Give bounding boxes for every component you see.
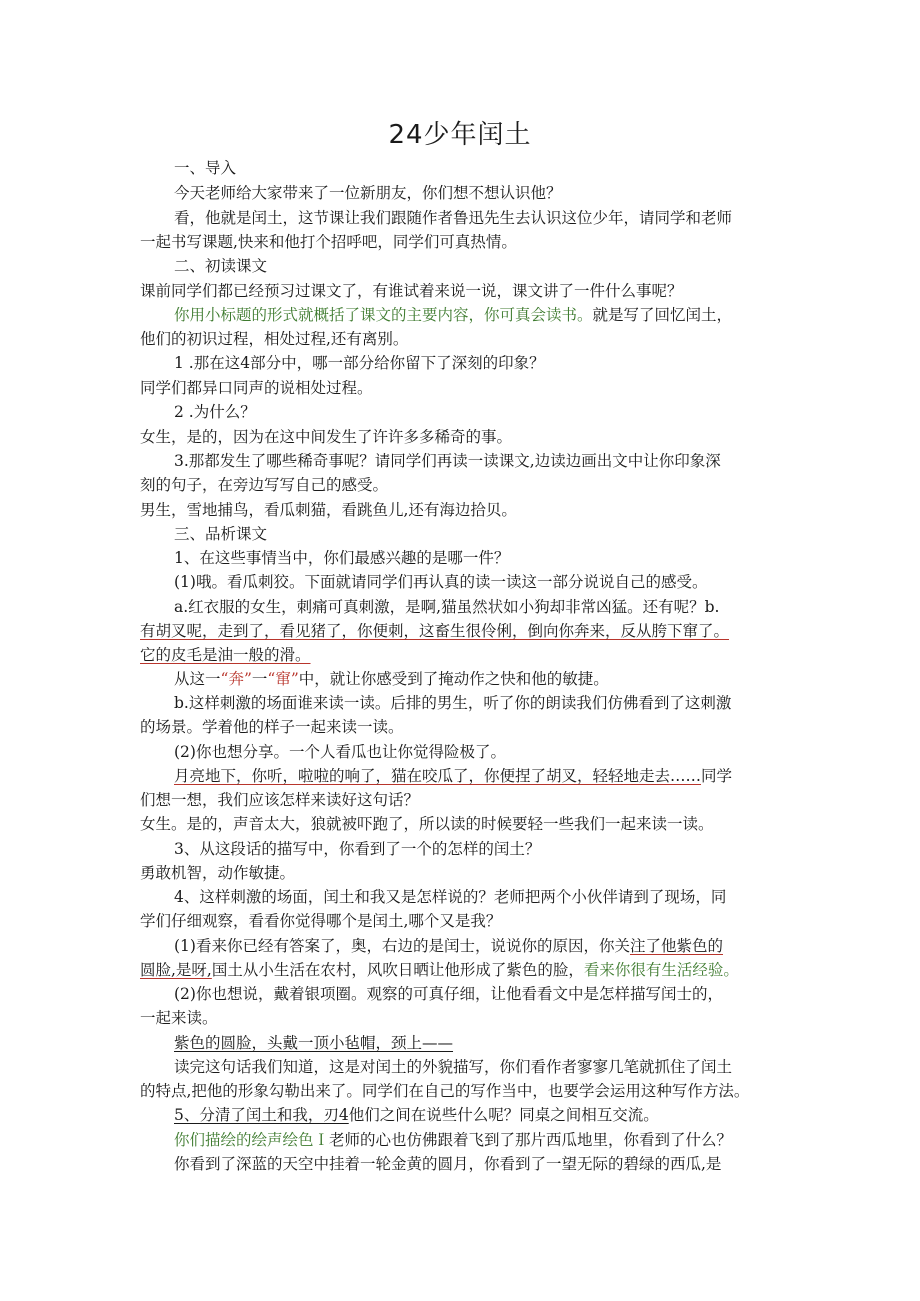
question-line: 1 .那在这4部分中，哪一部分给你留下了深刻的印象？ <box>174 354 545 372</box>
paragraph-line: (2)你也想分享。一个人看瓜也让你觉得险极了。 <box>174 743 506 761</box>
paragraph-line: 你看到了深蓝的天空中挂着一轮金黄的圆月，你看到了一望无际的碧绿的西瓜,是 <box>174 1155 722 1173</box>
paragraph-line <box>174 1104 794 1126</box>
underlined-quote: 注了他紫色的 <box>629 937 723 955</box>
quoted-sentence <box>140 644 790 666</box>
paragraph-line <box>174 304 794 326</box>
answer-line: 同学们都异口同声的说相处过程。 <box>140 379 373 397</box>
paragraph-line: 他们的初识过程，相处过程,还有离别。 <box>140 330 409 348</box>
paragraph-line: 看，他就是闰土，这节课让我们跟随作者鲁迅先生去认识这位少年，请同学和老师 <box>174 209 733 227</box>
answer-line: 女生，是的，因为在这中间发生了许许多多稀奇的事。 <box>140 428 513 446</box>
paragraph-text: 从这一 <box>174 670 221 688</box>
section-heading-first-reading: 二、初读课文 <box>174 257 268 275</box>
teacher-praise-text: 你用小标题的形式就概括了课文的主要内容，你可真会读书。 <box>174 306 593 324</box>
paragraph-line <box>174 765 794 787</box>
underlined-quote: 有胡叉呢，走到了，看见猪了，你便刺，这畜生很伶俐，倒向你奔来，反从胯下窜了。 <box>140 622 730 640</box>
paragraph-line <box>174 935 794 957</box>
paragraph-text: 他们之间在说些什么呢？同桌之间相互交流。 <box>348 1106 659 1124</box>
underlined-quote: 圆脸,是呀, <box>140 961 212 979</box>
paragraph-line: 学们仔细观察，看看你觉得哪个是闰土,哪个又是我？ <box>140 912 502 930</box>
paragraph-text: 中，就让你感受到了掩动作之快和他的敏捷。 <box>298 670 609 688</box>
quoted-sentence <box>174 1032 794 1054</box>
paragraph-text: 老师的心也仿佛跟着飞到了那片西瓜地里，你看到了什么？ <box>329 1131 733 1149</box>
paragraph-line: 3、从这段话的描写中，你看到了一个的怎样的闰土？ <box>174 840 541 858</box>
paragraph-line: 们想一想，我们应该怎样来读好这句话？ <box>140 791 420 809</box>
underlined-quote: 月亮地下，你听，啦啦的响了，猫在咬瓜了，你便捏了胡叉，轻轻地走去…… <box>174 767 702 785</box>
paragraph-line: 一起来读。 <box>140 1009 218 1027</box>
paragraph-text: 一 <box>251 670 268 688</box>
paragraph-line: 的场景。学着他的样子一起来读一读。 <box>140 718 404 736</box>
paragraph-line: (2)你也想说，戴着银项圈。观察的可真仔细，让他看看文中是怎样描写闰士的， <box>174 985 723 1003</box>
paragraph-line: 一起书写课题,快来和他打个招呼吧，同学们可真热情。 <box>140 233 517 251</box>
paragraph-line: 勇敢机智，动作敏捷。 <box>140 864 296 882</box>
teacher-praise-text: 看来你很有生活经验。 <box>583 961 739 979</box>
paragraph-text: (1)看来你已经有答案了，奥，右边的是闰士，说说你的原因，你关 <box>174 937 630 955</box>
teacher-praise-text: 你们描绘的绘声绘色Ｉ <box>174 1131 330 1149</box>
paragraph-line <box>174 668 794 690</box>
underlined-quote: 它的皮毛是油一般的滑。 <box>140 646 311 664</box>
question-line: 3.那都发生了哪些稀奇事呢？请同学们再读一读课文,边读边画出文中让你印象深 <box>174 452 721 470</box>
section-heading-analysis: 三、品析课文 <box>174 525 268 543</box>
paragraph-line: 课前同学们都已经预习过课文了，有谁试着来说一说，课文讲了一件什么事呢？ <box>140 282 683 300</box>
question-line: 2 .为什么？ <box>174 403 256 421</box>
paragraph-line <box>140 959 790 981</box>
paragraph-line: b.这样刺激的场面谁来读一读。后排的男生，听了你的朗读我们仿佛看到了这刺激 <box>174 694 732 712</box>
underlined-quote: 5、分清了闰土和我，刃4 <box>174 1106 349 1124</box>
answer-line: 男生，雪地捕鸟，看瓜刺猫，看跳鱼儿,还有海边拾贝。 <box>140 501 517 519</box>
highlighted-word: “奔” <box>220 670 252 688</box>
paragraph-line: (1)哦。看瓜刺狡。下面就请同学们再认真的读一读这一部分说说自己的感受。 <box>174 573 708 591</box>
paragraph-line: 女生。是的，声音太大，狼就被吓跑了，所以读的时候要轻一些我们一起来读一读。 <box>140 815 714 833</box>
paragraph-line <box>174 1129 794 1151</box>
paragraph-text: 同学 <box>701 767 733 785</box>
paragraph-line: 4、这样刺激的场面，闰土和我又是怎样说的？老师把两个小伙伴请到了现场，同 <box>174 888 727 906</box>
section-heading-intro: 一、导入 <box>174 159 237 177</box>
underlined-quote: 紫色的圆脸，头戴一顶小毡帽，颈上—— <box>174 1034 454 1052</box>
document-title: 24少年闰土 <box>388 120 532 150</box>
paragraph-line: 的特点,把他的形象勾勒出来了。同学们在自己的写作当中，也要学会运用这种写作方法。 <box>140 1082 750 1100</box>
paragraph-line: 今天老师给大家带来了一位新朋友，你们想不想认识他？ <box>174 184 562 202</box>
question-line: 刻的句子，在旁边写写自己的感受。 <box>140 476 389 494</box>
paragraph-line: 1、在这些事情当中，你们最感兴趣的是哪一件？ <box>174 549 510 567</box>
quoted-sentence <box>140 620 790 642</box>
highlighted-word: “窜” <box>267 670 299 688</box>
paragraph-line: a.红衣服的女生，刺痛可真刺激，是啊,猫虽然状如小狗却非常凶猛。还有呢？b. <box>174 598 720 616</box>
paragraph-text: 就是写了回忆闰土， <box>592 306 733 324</box>
paragraph-text: 国土从小生活在农村，风吹日晒让他形成了紫色的脸， <box>211 961 584 979</box>
paragraph-line: 读完这句话我们知道，这是对闰土的外貌描写，你们看作者寥寥几笔就抓住了闰土 <box>174 1058 733 1076</box>
